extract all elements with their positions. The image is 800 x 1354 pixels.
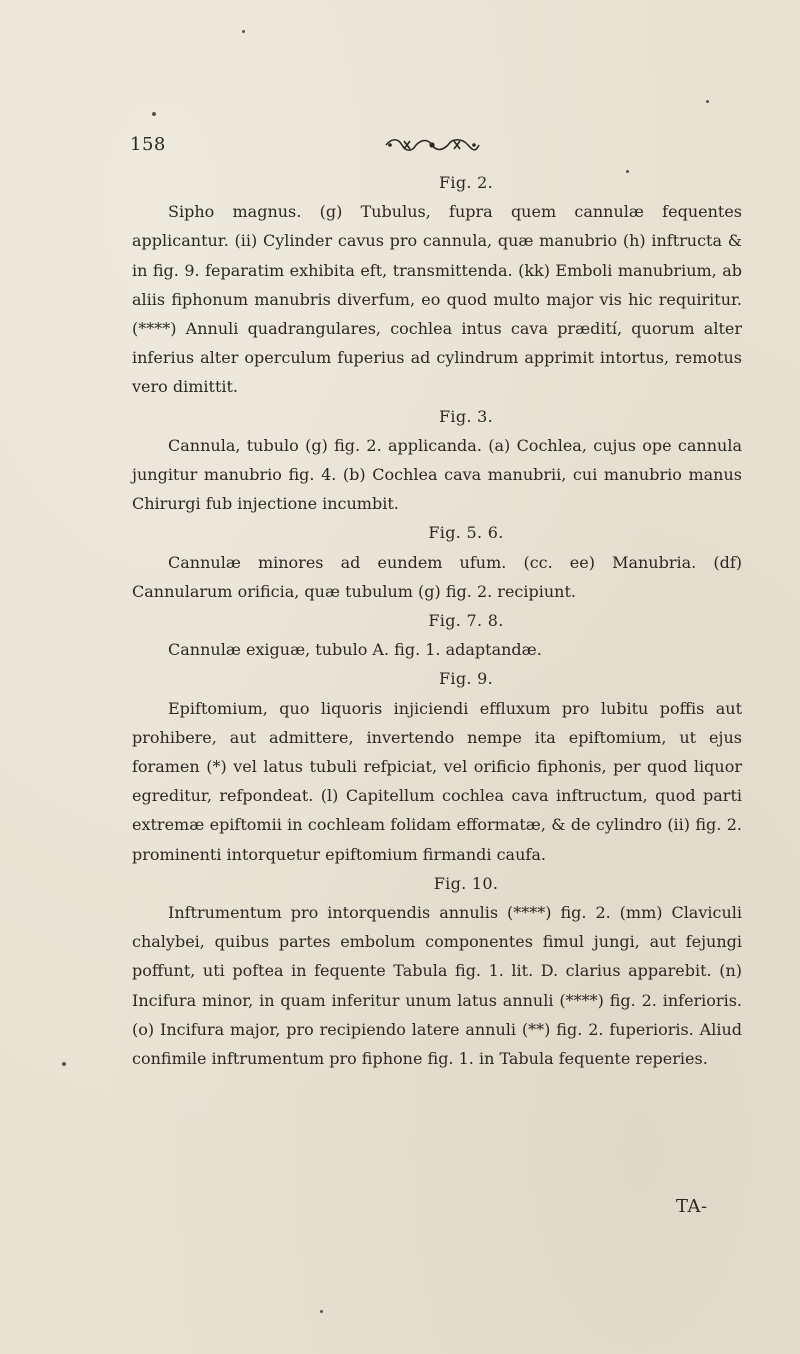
figure-description: Sipho magnus. (g) Tubulus, fupra quem cannulæ fequentes applicantur. (ii) Cylinder cavus pro cannula, quæ manubrio (h) inftructa & in fig. 9. feparatim exhibita eft, transmittenda. (kk) Emboli manubrium, ab aliis fiphonum manubris diverfum, eo quod multo major vis hic requiritur. (****) Annuli quadrangulares, cochlea intus cava prædití, quorum alter inferius alter operculum fuperius ad cylindrum apprimit intortus, remotus vero dimittit. — [132, 202, 742, 397]
figure-heading: Fig. 2. — [439, 173, 493, 192]
paper-speck — [242, 30, 245, 33]
figure-description: Inftrumentum pro intorquendis annulis (****) fig. 2. (mm) Claviculi chalybei, quibus partes embolum componentes fimul jungi, aut fejungi poffunt, uti poftea in fequente Tabula fig. 1. lit. D. clarius apparebit. (n) Incifura minor, in quam inferitur unum latus annuli (****) fig. 2. inferioris. (o) Incifura major, pro recipiendo latere annuli (**) fig. 2. fuperioris. Aliud confimile inftrumentum pro fiphone fig. 1. in Tabula fequente reperies. — [132, 903, 742, 1069]
paper-speck — [320, 1310, 323, 1313]
body-text — [132, 168, 742, 1073]
figure-description: Cannulæ minores ad eundem ufum. (cc. ee) Manubria. (df) Cannularum orificia, quæ tubulum (g) fig. 2. recipiunt. — [132, 552, 742, 601]
figure-heading: Fig. 3. — [439, 406, 493, 426]
figure-heading: Fig. 9. — [439, 669, 493, 689]
figure-heading: Fig. 5. 6. — [428, 523, 504, 543]
figure-description: Cannulæ exiguæ, tubulo A. fig. 1. adaptandæ. — [168, 640, 542, 660]
page-number: 158 — [130, 134, 166, 155]
figure-description: Cannula, tubulo (g) fig. 2. applicanda. (a) Cochlea, cujus ope cannula jungitur manubrio fig. 4. (b) Cochlea cava manubrii, cui manubrio manus Chirurgi fub injectione incumbit. — [132, 435, 742, 514]
ornament-icon — [382, 136, 482, 154]
paper-speck — [706, 100, 709, 103]
paper-speck — [626, 170, 629, 173]
figure-description: Epiftomium, quo liquoris injiciendi effluxum pro lubitu poffis aut prohibere, aut admittere, invertendo nempe ita epiftomium, ut ejus foramen (*) vel latus tubuli refpiciat, vel orificio fiphonis, per quod liquor egreditur, refpondeat. (l) Capitellum cochlea cava inftructum, quod parti extremæ epiftomii in cochleam folidam efformatæ, & de cylindro (ii) fig. 2. prominenti intorquetur epiftomium firmandi caufa. — [132, 698, 742, 864]
paper-speck — [152, 112, 156, 116]
figure-heading: Fig. 7. 8. — [428, 611, 504, 631]
paper-speck — [62, 1062, 66, 1066]
catchword: TA- — [676, 1196, 708, 1217]
page-header — [0, 134, 800, 162]
figure-heading: Fig. 10. — [433, 873, 499, 893]
